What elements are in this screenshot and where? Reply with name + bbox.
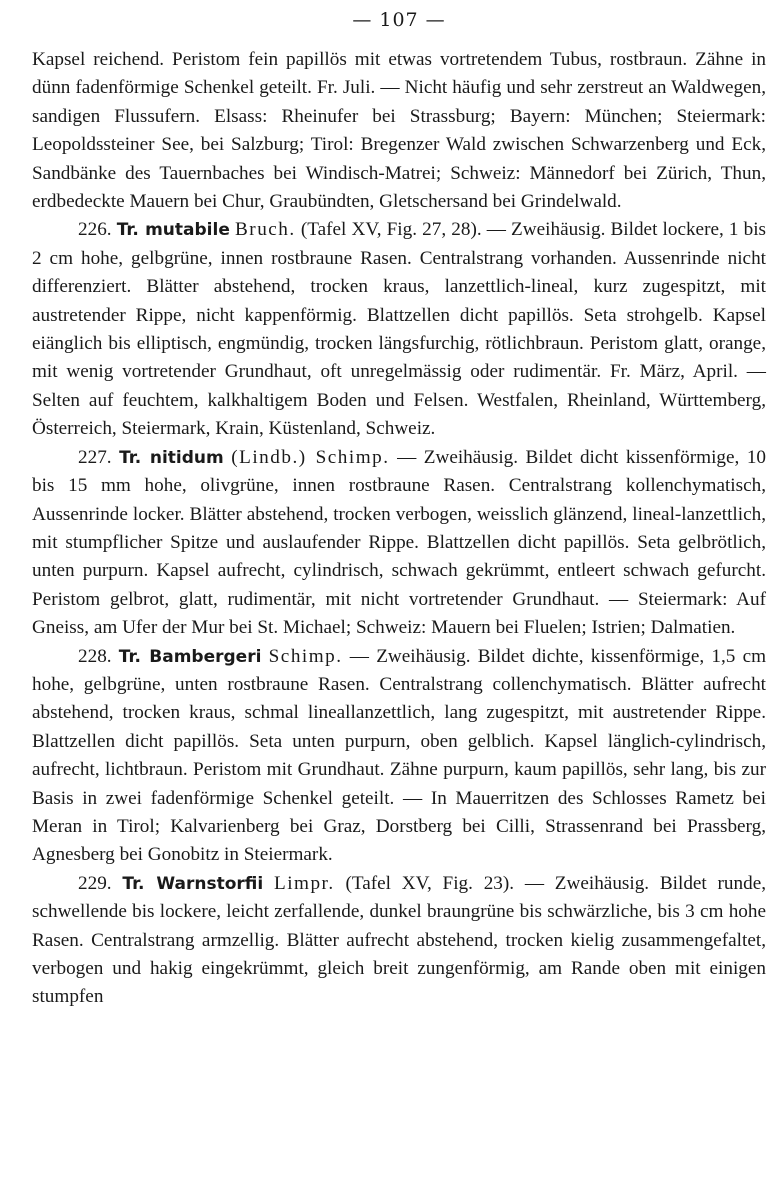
page-number: — 107 — (352, 9, 446, 31)
intro-paragraph: Kapsel reichend. Peristom fein papillös mit etwas vortretendem Tubus, rostbraun. Zähne in dünn fadenförmige Schenkel geteilt. Fr. Juli. — Nicht häufig und sehr zerstreut an Waldwegen, sandigen Flussufern. Elsass: Rheinufer bei Strassburg; Bayern: München; Steiermark: Leopoldssteiner See, bei Salzburg; Tirol: Bregenzer Wald zwischen Schwarzenberg und Eck, Sandbänke des Tauernbaches bei Windisch-Matrei; Schweiz: Männedorf bei Zürich, Thun, erdbedeckte Mauern bei Chur, Graubündten, Gletschersand bei Grindelwald. (32, 49, 766, 213)
species-author: Bruch. (235, 219, 296, 241)
species-author: (Lindb.) Schimp. (231, 446, 390, 468)
entry-number: 227. (78, 446, 112, 468)
species-name: Tr. nitidum (119, 447, 224, 468)
text-block (32, 46, 766, 1012)
species-author: Schimp. (268, 645, 343, 667)
entry-number: 229. (78, 872, 112, 894)
entry-number: 228. (78, 645, 112, 667)
entry-text: (Tafel XV, Fig. 23). — Zweihäusig. Bildet runde, schwellende bis lockere, leicht zerfallende, dunkel braungrüne bis schwärzliche, bis 3 cm hohe Rasen. Centralstrang armzellig. Blätter aufrecht abstehend, trocken kielig zusammengefaltet, verbogen und hakig eingekrümmt, gleich breit zungenförmig, am Rande oben mit einigen stumpfen (32, 872, 767, 1008)
species-entry-227 (32, 444, 766, 643)
species-name: Tr. Warnstorfii (122, 873, 264, 894)
species-entry-228 (32, 643, 766, 870)
species-name: Tr. Bambergeri (118, 646, 262, 667)
entry-number: 226. (78, 219, 112, 241)
species-entry-226 (32, 216, 766, 443)
entry-text: — Zweihäusig. Bildet dichte, kissenförmige, 1,5 cm hohe, gelbgrüne, unten rostbraune Rasen. Centralstrang collenchymatisch. Blätter aufrecht abstehend, trocken kraus, schmal lineallanzettlich, lang zugespitzt, mit austretender Rippe. Blattzellen dicht papillös. Seta unten purpurn, oben gelblich. Kapsel länglich-cylindrisch, aufrecht, lichtbraun. Peristom mit Grundhaut. Zähne purpurn, kaum papillös, sehr lang, bis zur Basis in zwei fadenförmige Schenkel geteilt. — In Mauerritzen des Schlosses Rametz bei Meran in Tirol; Kalvarienberg bei Graz, Dorstberg bei Cilli, Strassenrand bei Prassberg, Agnesberg bei Gonobitz in Steiermark. (32, 645, 767, 866)
species-entry-229 (32, 870, 766, 1012)
entry-text: — Zweihäusig. Bildet dicht kissenförmige, 10 bis 15 mm hohe, olivgrüne, innen rostbraune Rasen. Centralstrang kollenchymatisch, Aussenrinde locker. Blätter abstehend, trocken verbogen, weisslich glänzend, lineal-lanzettlich, mit stumpflicher Spitze und auslaufender Rippe. Blattzellen dicht papillös. Seta gelbrötlich, unten purpurn. Kapsel aufrecht, cylindrisch, schwach gekrümmt, entleert schwach gefurcht. Peristom gelbrot, glatt, rudimentär, mit nicht vortretender Grundhaut. — Steiermark: Auf Gneiss, am Ufer der Mur bei St. Michael; Schweiz: Mauern bei Fluelen; Istrien; Dalmatien. (32, 446, 767, 639)
entry-text: (Tafel XV, Fig. 27, 28). — Zweihäusig. Bildet lockere, 1 bis 2 cm hohe, gelbgrüne, innen rostbraune Rasen. Centralstrang vorhanden. Aussenrinde nicht differenziert. Blätter abstehend, trocken kraus, lanzettlich-lineal, kurz zugespitzt, mit austretender Rippe, nicht kappenförmig. Blattzellen dicht papillös. Seta strohgelb. Kapsel eiänglich bis elliptisch, engmündig, trocken längsfurchig, rötlichbraun. Peristom glatt, orange, mit wenig vortretender Grundhaut, oft unregelmässig oder rudimentär. Fr. März, April. — Selten auf feuchtem, kalkhaltigem Boden und Felsen. Westfalen, Rheinland, Württemberg, Österreich, Steiermark, Krain, Küstenland, Schweiz. (32, 219, 767, 440)
species-name: Tr. mutabile (116, 220, 230, 241)
species-author: Limpr. (273, 872, 335, 894)
